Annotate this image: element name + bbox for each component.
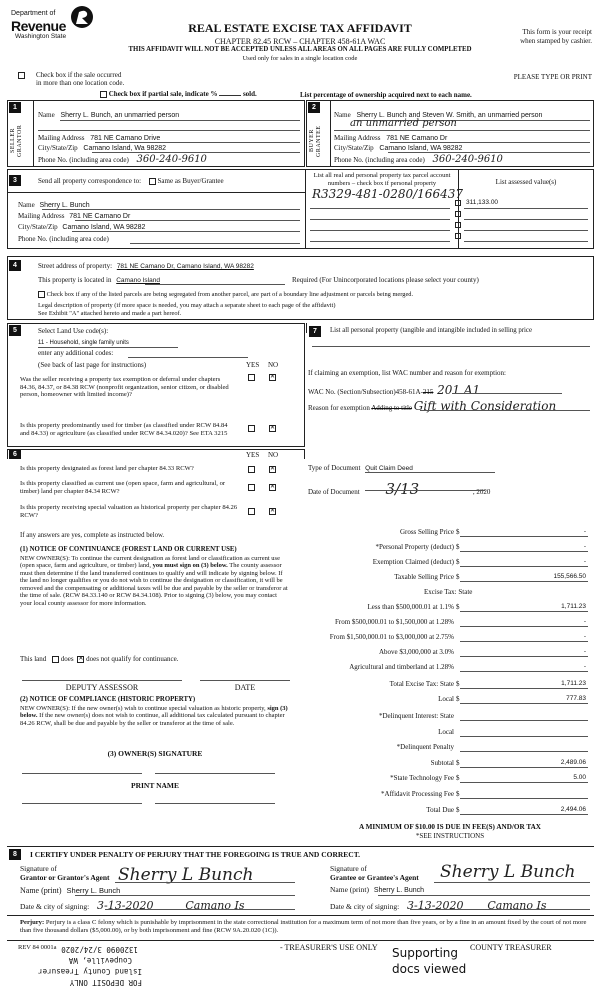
county-treasurer-label: COUNTY TREASURER [470,943,552,952]
parcel-header-2: numbers – check box if personal property [327,180,437,187]
grantor-date-value[interactable]: 3-13-2020 [97,899,154,912]
grantor-city-value[interactable]: Camano Is [185,899,245,912]
tax-row-label: Above $3,000,000 at 3.0% [378,648,454,656]
reason-struck-value: Adding to title [371,404,413,412]
tax-row-label: Gross Selling Price [399,528,454,536]
grantee-city-value[interactable]: Camano Is [487,899,547,912]
tax-row-value[interactable]: - [583,543,586,550]
form-used-only: Used only for sales in a single location code [242,55,358,62]
perjury-label: Perjury: [20,919,45,926]
s6-if-yes: If any answers are yes, complete as instructed below. [20,532,165,539]
deputy-date-label: DATE [234,683,256,692]
tax-row-value[interactable]: 5.00 [573,774,586,781]
grantee-sig-label-b: Grantee or Grantee's Agent [330,873,419,882]
assessed-value[interactable]: 311,133.00 [466,199,499,206]
form-warning: THIS AFFIDAVIT WILL NOT BE ACCEPTED UNLESS ALL AREAS ON ALL PAGES ARE FULLY COMPLETED [128,46,472,53]
notice2-text-c: If the new owner(s) does not wish to continue, all additional tax calculated pursuant to chapter 84.26 RCW, shall be due and payable by the seller or transferor at the time of sale. [20,712,285,727]
seller-city-label: City/State/Zip [38,144,78,152]
tax-dollar: $ [456,695,460,703]
seller-phone-label: Phone No. (including area code) [38,156,129,164]
seller-phone-value[interactable]: 360-240-9610 [136,154,207,165]
stamp-line-2: Island County Treasurer [38,967,142,976]
stamp-line-1: FOR DEPOSIT ONLY [69,978,142,987]
grantee-name-value[interactable]: Sherry L. Bunch [373,887,425,894]
s6-yes-header: YES [246,451,260,459]
notice1-text-a: NEW OWNER(S): To continue the current designation as forest land or classification as current use (open space, farm and agriculture, or timber) land, [20,555,280,570]
parcel-checkbox-2[interactable] [455,210,461,218]
land-use-yes-header: YES [246,361,260,369]
doc-type-value[interactable]: Quit Claim Deed [365,465,413,472]
tax-dollar: $ [456,774,460,782]
grantee-date-row [330,900,547,913]
s6-q2: Is this property classified as current use (open space, farm and agricultural, or timber) land per chapter 84.34 RCW? [20,480,226,495]
property-required-note: Required (For Unincorporated locations please select your county) [292,276,479,284]
correspondence-send-row [38,177,224,185]
tax-row-value[interactable]: - [583,648,586,655]
same-as-buyer-label: Same as Buyer/Grantee [157,177,224,185]
tax-row-value[interactable]: - [583,633,586,640]
corr-mailing-value[interactable]: 781 NE Camano Dr [69,213,131,220]
section-5-number: 5 [9,325,21,336]
seller-mailing-value[interactable]: 781 NE Camano Drive [90,135,161,142]
seller-mailing-label: Mailing Address [38,134,85,142]
certify-statement: I CERTIFY UNDER PENALTY OF PERJURY THAT THE FOREGOING IS TRUE AND CORRECT. [30,850,361,859]
buyer-city-label: City/State/Zip [334,144,374,152]
tax-row-label: Exemption Claimed (deduct) [372,558,454,566]
buyer-name-label: Name [334,111,351,119]
grantor-sig-label-b: Grantor or Grantor's Agent [20,873,110,882]
tax-row-label: *Delinquent Penalty [396,743,454,751]
multi-location-checkbox[interactable] [18,71,25,79]
tax-row-label: Total Due [426,806,454,814]
tax-row-value[interactable]: 155,566.50 [553,573,586,580]
parcel-header-1: List all real and personal property tax parcel account [313,172,451,179]
tax-dollar: $ [456,558,460,566]
parcel-checkbox-1[interactable] [455,199,461,207]
land-use-q1: Was the seller receiving a property tax exemption or deferral under chapters 84.36, 84.37, or 84.38 RCW (nonprofit organization, senior citizen, or disabled person, homeowner with limited income)? [20,376,229,399]
s6-q1-no[interactable]: ✕ [270,465,276,472]
s6-q1: Is this property designated as forest land per chapter 84.33 RCW? [20,465,194,472]
buyer-phone-row [334,154,503,166]
parcel-number-value[interactable]: R3329-481-0280/166437 [312,187,463,201]
notice2-text-a: NEW OWNER(S): If the new owner(s) wish to continue special valuation as historic property, [20,705,266,712]
tax-dollar: $ [456,806,460,814]
tax-row-label: Less than $500,000.01 at 1.1% [367,603,454,611]
partial-sale-checkbox[interactable] [100,91,107,98]
segregated-label: Check box if any of the listed parcels are being segregated from another parcel, are part of a boundary line adjustment or parcels being merged. [46,291,414,298]
perjury-notice [20,919,590,934]
section7-personal-property: List all personal property (tangible and intangible included in selling price [330,327,532,334]
stamp-line-3: Coupeville, WA [68,956,132,965]
property-located-row [38,276,160,284]
notice1-text-b: you must sign on (3) below. [152,562,228,570]
tax-dollar: $ [456,603,460,611]
section-8-number: 8 [9,849,21,860]
tax-dollar: $ [456,680,460,688]
legal-description-label: Legal description of property (if more space is needed, you may attach a separate sheet to each page of the affidavit) [38,302,336,309]
supporting-docs-line2: docs viewed [392,962,467,976]
tax-row-label: Local [438,695,454,703]
tax-row-label: From $1,500,000.01 to $3,000,000 at 2.75% [329,633,454,641]
property-street-value[interactable]: 781 NE Camano Dr, Camano Island, WA 98282 [116,263,254,270]
deputy-assessor-label: DEPUTY ASSESSOR [65,683,139,692]
section-6-header [7,449,305,459]
qualify-label: qualify for continuance. [111,655,179,663]
section-3-number: 3 [9,175,21,186]
tax-row-label: From $500,000.01 to $1,500,000 at 1.28% [335,618,454,626]
notice2-text-b: sign (3) below. [20,705,288,720]
doc-type-label: Type of Document [308,464,361,472]
tax-row-label: Total Excise Tax: State [389,680,454,688]
tax-row-label: Local [438,728,454,736]
reason-value[interactable]: Gift with Consideration [413,399,557,413]
seller-name-value[interactable]: Sherry L. Bunch, an unmarried person [60,112,180,119]
land-use-q2-no[interactable]: ✕ [270,424,276,431]
seller-name-label: Name [38,111,55,119]
multi-location-label: Check box if the sale occurred [36,71,122,79]
treasurer-use-label: - TREASURER'S USE ONLY [280,943,378,952]
tax-dollar: $ [456,528,460,536]
see-instructions-note: *SEE INSTRUCTIONS [415,832,485,840]
print-name-label: PRINT NAME [131,781,179,790]
tax-dollar: $ [456,543,460,551]
wac-label: WAC No. (Section/Subsection)458-61A- [308,388,423,396]
notice2-title: (2) NOTICE OF COMPLIANCE (HISTORIC PROPERTY) [20,696,196,703]
corr-name-value[interactable]: Sherry L. Bunch [39,202,90,209]
land-use-q1-no[interactable]: ✕ [270,373,276,380]
tax-row-label: *State Technology Fee [390,774,454,782]
receipt-note-2: when stamped by cashier. [520,37,592,45]
land-does-not-checkbox[interactable]: ✕ [78,655,84,662]
perjury-text: Perjury is a class C felony which is punishable by imprisonment in the state correctional institution for a maximum term of not more than five years, or by a fine in an amount fixed by the court of not more than five thousand dollars ($5,000.00), or by both imprisonment and fine (RCW 9A.20.020 (1C)). [20,919,587,934]
tax-row-label: *Delinquent Interest: State [378,712,454,720]
seller-city-value[interactable]: Camano Island, Wa 98282 [83,145,167,152]
deposit-stamp [18,938,148,990]
partial-sale-sold: sold. [242,90,257,98]
partial-sale-label: Check box if partial sale, indicate % [108,90,218,98]
grantee-sig-label-a: Signature of [330,864,367,873]
land-does-label: does [60,655,74,663]
segregated-checkbox[interactable] [38,291,45,298]
land-use-no-header: NO [268,361,279,369]
partial-sale-row [100,90,257,98]
doc-year-value[interactable]: , 2020 [472,488,491,496]
s6-q2-no[interactable]: ✕ [270,483,276,490]
owners-signature-label: (3) OWNER(S) SIGNATURE [107,749,203,758]
buyer-mailing-value[interactable]: 781 NE Camano Dr [386,135,448,142]
assessed-header: List assessed value(s) [495,178,557,186]
tax-row-label: *Affidavit Processing Fee [381,790,454,798]
form-title: REAL ESTATE EXCISE TAX AFFIDAVIT [188,21,412,35]
grantor-name-label: Name (print) [20,886,62,895]
logo-emblem-icon [69,4,95,30]
buyer-side-label: BUYER GRANTEE [309,125,322,157]
grantee-signature[interactable]: Sherry L Bunch [440,862,576,882]
tax-row-label: Excise Tax: State [424,588,473,596]
grantee-name-row [330,886,424,895]
wac-row [308,384,480,398]
tax-row-label: *Personal Property (deduct) [375,543,454,551]
section-4-number: 4 [9,260,21,271]
buyer-city-value[interactable]: Camano Island, WA 98282 [379,145,463,152]
reason-row [308,400,556,414]
land-does-checkbox[interactable] [52,656,59,663]
buyer-name-value[interactable]: Sherry L. Bunch and Steven W. Smith, an unmarried person [356,112,543,119]
tax-row-value[interactable]: 777.83 [566,695,586,702]
section-1-number: 1 [9,102,21,113]
tax-row-value[interactable]: - [583,663,586,670]
section-6-number: 6 [9,450,21,459]
grantor-date-label: Date & city of signing: [20,902,90,911]
notice1-text-c: The county assessor must then determine if the land transferred continues to qualify and will indicate by signing below. If the land no longer qualifies or you do not wish to continue the designation or classification, it will be removed and the compensating or additional taxes will be due and payable by the seller or transferor at the time of sale. (RCW 84.33.140 or RCW 84.34.108). Prior to signing (3) below, you may contact your local county assessor for more information. [20,562,288,607]
grantor-signature[interactable]: Sherry L Bunch [118,865,254,885]
section-2-number: 2 [308,102,320,113]
s6-q3: Is this property receiving special valuation as historical property per chapter 84.26 RCW? [20,504,238,519]
seller-phone-row [38,154,207,166]
print-name-line-1[interactable] [22,803,142,804]
tax-dollar: $ [456,573,460,581]
tax-row-value[interactable]: 1,711.23 [561,680,586,687]
doc-date-label: Date of Document [308,488,360,496]
section-7-number: 7 [309,326,321,337]
s6-q1-yes[interactable] [248,465,255,473]
this-land-label: This land [20,655,47,663]
land-use-additional: enter any additional codes: [38,349,114,357]
corr-city-label: City/State/Zip [18,223,58,231]
logo-dept-line3: Washington State [15,33,67,40]
owner-signature-line-1[interactable] [22,773,142,774]
buyer-phone-value[interactable]: 360-240-9610 [432,154,503,165]
corr-city-value[interactable]: Camano Island, WA 98282 [62,224,146,231]
s6-q3-yes[interactable] [248,507,255,515]
tax-row-value[interactable]: 1,711.23 [561,603,586,610]
s6-q3-no[interactable]: ✕ [270,507,276,514]
land-use-see-back: (See back of last page for instructions) [38,361,147,369]
tax-row-value[interactable]: 2,494.06 [560,806,586,813]
corr-phone-label: Phone No. (including area code) [18,235,109,243]
land-use-q2-yes[interactable] [248,424,255,432]
seller-name-row [38,111,179,120]
wac-intro: If claiming an exemption, list WAC number and reason for exemption: [308,369,506,377]
property-street-row [38,262,254,270]
grantor-name-value[interactable]: Sherry L. Bunch [66,886,121,895]
corr-mailing-label: Mailing Address [18,212,65,220]
reason-label: Reason for exemption [308,404,370,412]
grantor-date-row [20,900,245,913]
tax-row-value[interactable]: 2,489.06 [560,759,586,766]
tax-dollar: $ [456,790,460,798]
rev-number: REV 84 0001a [18,944,57,951]
tax-row-label: Agricultural and timberland at 1.28% [349,663,454,671]
wac-value[interactable]: 201 A1 [437,383,481,397]
stamp-line-4: 1320090 3/24/2020 [61,945,138,954]
logo-dept-line1: Department of [11,10,56,17]
receipt-note-1: This form is your receipt [522,28,592,36]
supporting-docs-line1: Supporting [392,946,458,960]
legal-exhibit-value[interactable]: See Exhibit "A" attached hereto and made a part hereof. [38,310,182,317]
notice1-title: (1) NOTICE OF CONTINUANCE (FOREST LAND OR CURRENT USE) [20,546,237,553]
tax-row-value[interactable]: - [583,528,586,535]
please-type: PLEASE TYPE OR PRINT [513,73,592,81]
buyer-phone-label: Phone No. (including area code) [334,156,425,164]
tax-row-value[interactable]: - [583,618,586,625]
ownership-note: List percentage of ownership acquired next to each name. [300,91,472,99]
tax-dollar: $ [456,759,460,767]
same-as-buyer-checkbox[interactable] [149,178,156,185]
grantee-date-value[interactable]: 3-13-2020 [407,899,464,912]
seller-side-label: SELLER GRANTOR [10,124,23,158]
minimum-due-note: A MINIMUM OF $10.00 IS DUE IN FEE(S) AND/OR TAX [359,823,541,831]
property-located-value[interactable]: Camano Island [116,277,160,284]
land-use-code-value[interactable]: 11 - Household, single family units [38,340,129,346]
buyer-mailing-label: Mailing Address [334,134,381,142]
property-located-label: This property is located in [38,276,112,284]
buyer-name-handwritten[interactable]: an unmarried person [350,118,457,129]
grantor-sig-label-a: Signature of [20,864,57,873]
grantee-date-label: Date & city of signing: [330,902,400,911]
print-name-line-2[interactable] [155,803,275,804]
doc-date-value[interactable]: 3/13 [385,480,420,498]
continuance-row [20,655,178,663]
wac-struck-value: 215 [422,388,434,396]
segregated-row [38,291,413,298]
logo-dept-line2: Revenue [11,18,66,34]
property-street-label: Street address of property: [38,262,113,270]
s6-no-header: NO [268,451,279,459]
parcel-checkbox-4[interactable] [455,232,461,240]
tax-row-value[interactable]: - [583,558,586,565]
land-use-q1-yes[interactable] [248,373,255,381]
multi-location-label-2: in more than one location code. [36,79,125,87]
grantee-name-label: Name (print) [330,885,369,894]
land-does-not-label: does not [86,655,110,663]
tax-row-label: Subtotal [430,759,454,767]
form-chapter: CHAPTER 82.45 RCW – CHAPTER 458-61A WAC [214,37,386,46]
land-use-label: Select Land Use code(s): [38,327,109,335]
s6-q2-yes[interactable] [248,483,255,491]
parcel-checkbox-3[interactable] [455,221,461,229]
corr-name-label: Name [18,201,35,209]
land-use-q2: Is this property predominantly used for timber (as classified under RCW 84.84 and 84.33) or agriculture (as classified under RCW 84.34.020)? See ETA 3215 [20,422,228,437]
correspondence-send-label: Send all property correspondence to: [38,177,142,185]
tax-row-label: Taxable Selling Price [394,573,454,581]
